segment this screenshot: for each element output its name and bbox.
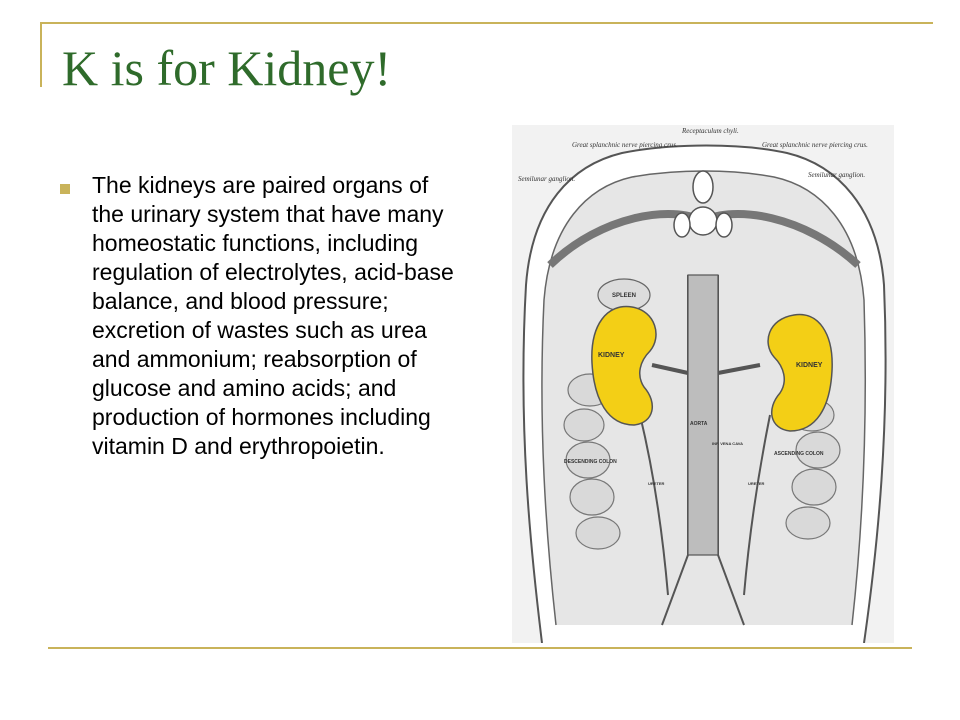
label-aorta: AORTA — [690, 421, 708, 427]
label-ureter-left: URETER — [648, 481, 665, 486]
slide-title: K is for Kidney! — [62, 40, 392, 96]
aorta — [688, 275, 718, 555]
label-vena-cava: INF. VENA CAVA — [712, 441, 744, 446]
bullet-list — [60, 171, 465, 461]
bottom-divider-line — [48, 647, 912, 649]
square-bullet-icon — [60, 184, 70, 194]
top-divider-line — [40, 22, 933, 24]
label-splanchnic-right: Great splanchnic nerve piercing crus. — [762, 141, 868, 149]
label-receptaculum: Receptaculum chyli. — [682, 127, 739, 135]
label-ureter-right: URETER — [748, 481, 765, 486]
label-spleen: SPLEEN — [612, 293, 637, 299]
label-semilunar-right: Semilunar ganglion. — [808, 171, 866, 179]
label-kidney-right: KIDNEY — [796, 362, 823, 369]
label-splanchnic-left: Great splanchnic nerve piercing crus. — [572, 141, 678, 149]
label-descending-colon: DESCENDING COLON — [564, 459, 617, 465]
bullet-item — [60, 171, 465, 461]
left-accent-line — [40, 22, 42, 87]
bullet-text: The kidneys are paired organs of the urinary system that have many homeostatic functions, including regulation of electrolytes, acid-base balance, and blood pressure; excretion of wastes such as urea and ammonium; reabsorption of glucose and amino acids; and production of hormones including vitamin D and erythropoietin. — [92, 172, 454, 459]
label-semilunar-left: Semilunar ganglion. — [518, 175, 576, 183]
kidney-anatomy-illustration — [512, 125, 894, 643]
label-kidney-left: KIDNEY — [598, 352, 625, 359]
label-ascending-colon: ASCENDING COLON — [774, 451, 824, 457]
